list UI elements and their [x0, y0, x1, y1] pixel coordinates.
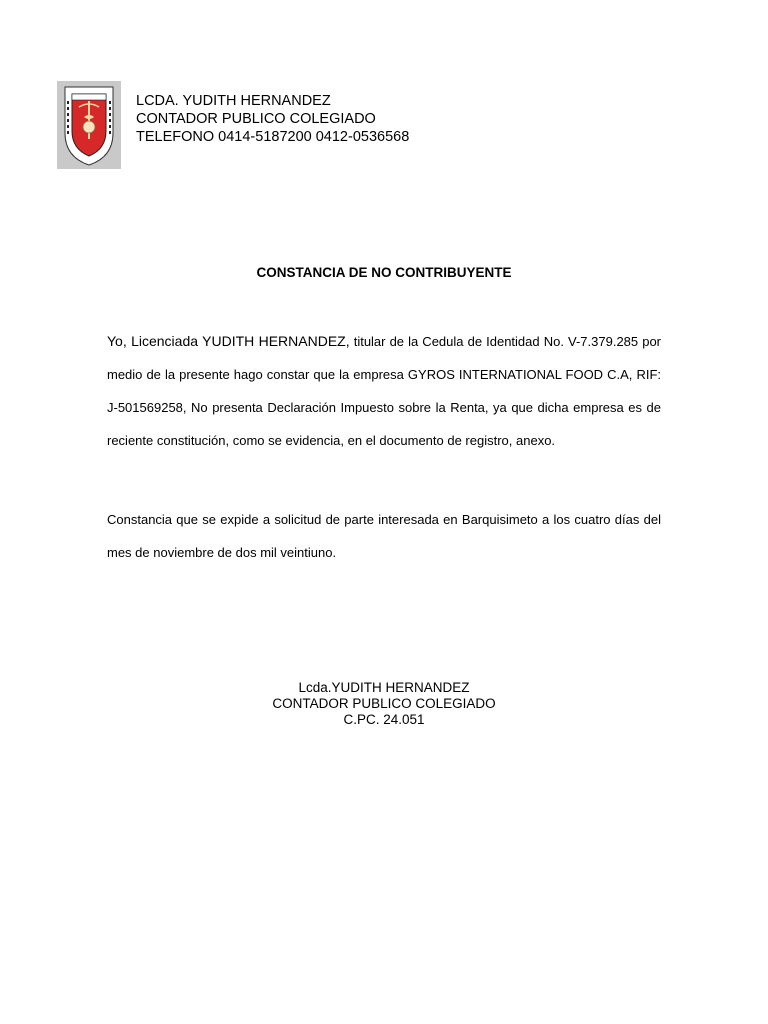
document-title: CONSTANCIA DE NO CONTRIBUYENTE	[256, 265, 512, 280]
signature-profession: CONTADOR PUBLICO COLEGIADO	[272, 696, 496, 711]
accountant-profession: CONTADOR PUBLICO COLEGIADO	[136, 111, 376, 127]
letterhead	[136, 92, 409, 146]
declaration-lead: Yo, Licenciada YUDITH HERNANDEZ,	[107, 333, 350, 349]
declaration-text: titular de la Cedula de Identidad No. V-7.379.285 por medio de la presente hago constar que la empresa GYROS INTERNATIONAL FOOD C.A, RIF: J-501569258, No presenta Declaración Impuesto sobre la Renta, ya que dicha empresa es de reciente constitución, como se evidencia, en el documento de registro, anexo.	[107, 334, 661, 448]
accountant-name: LCDA. YUDITH HERNANDEZ	[136, 93, 331, 109]
accountant-phone: TELEFONO 0414-5187200 0412-0536568	[136, 129, 410, 145]
colegio-contadores-logo	[57, 81, 121, 169]
signature-block	[0, 680, 768, 728]
body-paragraph-issuance: Constancia que se expide a solicitud de parte interesada en Barquisimeto a los cuatro días del mes de noviembre de dos mil veintiuno.	[107, 512, 661, 560]
shield-emblem-icon	[57, 81, 121, 169]
signature-name: Lcda.YUDITH HERNANDEZ	[298, 680, 470, 695]
signature-license: C.PC. 24.051	[343, 712, 425, 727]
body-paragraph-declaration	[107, 325, 661, 457]
